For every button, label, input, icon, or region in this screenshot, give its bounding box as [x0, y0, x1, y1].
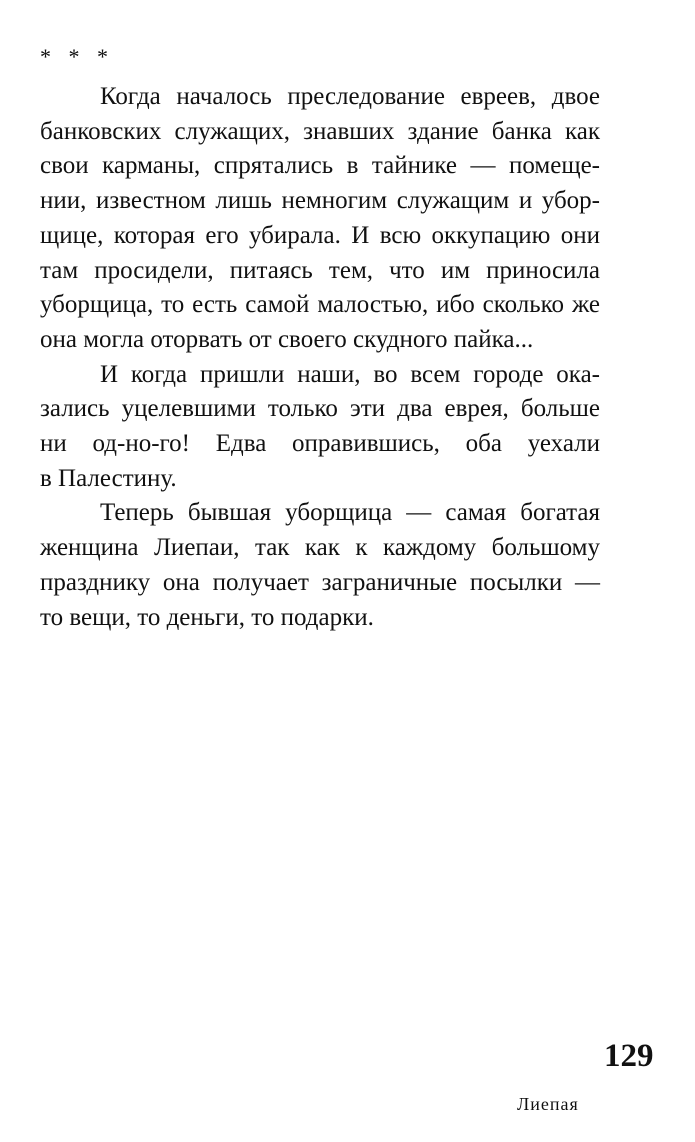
page-number: 129: [604, 1038, 654, 1074]
body-text: [40, 80, 600, 635]
paragraph-1: [40, 80, 600, 358]
section-separator: * * *: [40, 44, 114, 69]
text-line: ни од-но-го! Едва оправившись, оба уехали: [40, 430, 600, 458]
text-line: свои карманы, спрятались в тайнике — помеще-: [40, 152, 600, 180]
text-line: там просидели, питаясь тем, что им приносила: [40, 256, 600, 284]
text-line: она могла оторвать от своего скудного пайка...: [40, 325, 534, 353]
text-line: зались уцелевшими только эти два еврея, больше: [40, 395, 600, 423]
text-line: Теперь бывшая уборщица — самая богатая: [100, 499, 600, 527]
text-line: И когда пришли наши, во всем городе ока-: [100, 360, 600, 388]
text-line: Когда началось преследование евреев, двое: [100, 83, 600, 110]
text-line: щице, которая его убирала. И всю оккупацию они: [40, 221, 600, 249]
text-line: женщина Лиепаи, так как к каждому большому: [40, 534, 600, 562]
text-line: нии, известном лишь немногим служащим и убор-: [40, 187, 600, 215]
paragraph-2: [40, 358, 600, 497]
text-line: то вещи, то деньги, то подарки.: [40, 603, 374, 631]
text-line: банковских служащих, знавших здание банка как: [40, 117, 600, 145]
running-footer: Лиепая: [517, 1094, 579, 1114]
text-line: празднику она получает заграничные посылки —: [40, 568, 600, 596]
paragraph-3: [40, 496, 600, 635]
text-line: уборщица, то есть самой малостью, ибо сколько же: [40, 291, 600, 319]
text-line: в Палестину.: [40, 464, 177, 492]
